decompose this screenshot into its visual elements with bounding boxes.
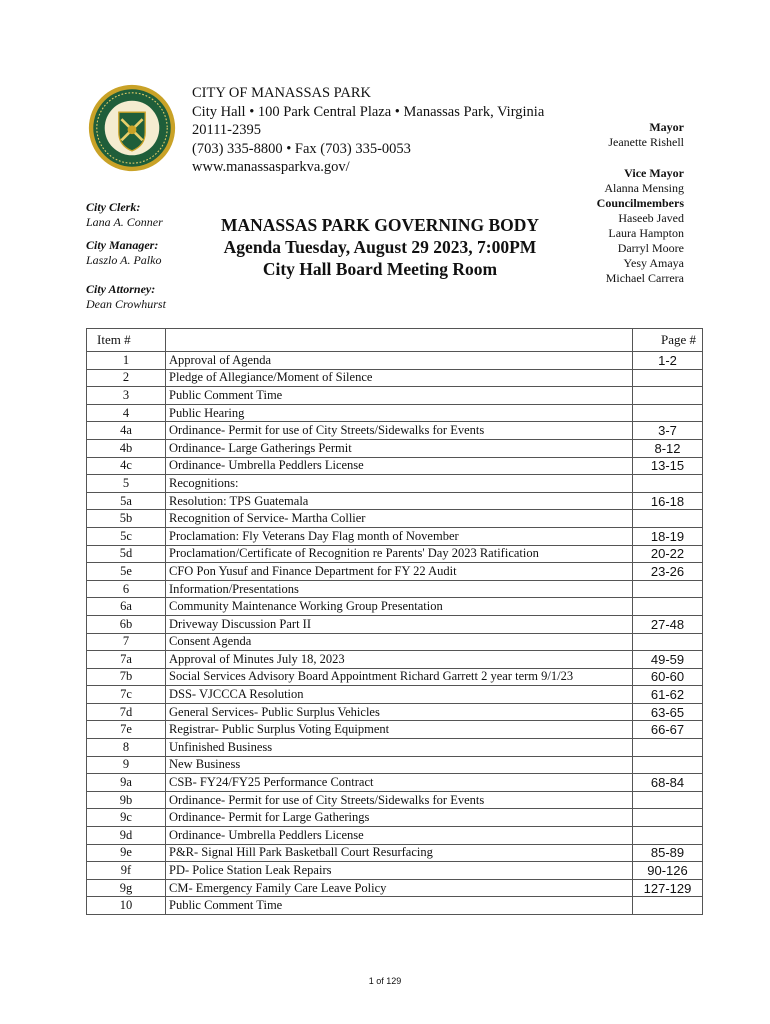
- item-number-cell: 5: [87, 475, 166, 493]
- appointed-officials: [86, 200, 166, 320]
- item-number-cell: 8: [87, 739, 166, 757]
- item-number-cell: 7c: [87, 686, 166, 704]
- item-number-cell: 6b: [87, 615, 166, 633]
- city-seal-logo: [88, 84, 176, 172]
- item-number-cell: 9f: [87, 862, 166, 880]
- item-description-cell: New Business: [166, 756, 633, 774]
- page-range-cell: [633, 598, 703, 616]
- councilmember: Michael Carrera: [605, 271, 684, 285]
- page-column-header: Page #: [633, 329, 703, 352]
- page-range-cell: 8-12: [633, 439, 703, 457]
- item-number-cell: 4a: [87, 422, 166, 440]
- address-line-1: City Hall • 100 Park Central Plaza • Manassas Park, Virginia: [192, 103, 545, 120]
- item-number-cell: 10: [87, 897, 166, 915]
- item-number-cell: 7: [87, 633, 166, 651]
- page-range-cell: [633, 756, 703, 774]
- councilmember: Laura Hampton: [608, 226, 684, 240]
- table-row: [87, 703, 703, 721]
- item-number-cell: 9g: [87, 879, 166, 897]
- page-range-cell: 85-89: [633, 844, 703, 862]
- table-row: [87, 668, 703, 686]
- item-description-cell: Unfinished Business: [166, 739, 633, 757]
- page-range-cell: 60-60: [633, 668, 703, 686]
- city-name: CITY OF MANASSAS PARK: [192, 85, 372, 101]
- item-number-cell: 7b: [87, 668, 166, 686]
- item-number-cell: 5c: [87, 527, 166, 545]
- city-attorney-label: City Attorney:: [86, 282, 156, 296]
- table-row: [87, 739, 703, 757]
- item-number-cell: 4c: [87, 457, 166, 475]
- page-range-cell: [633, 739, 703, 757]
- item-number-cell: 4b: [87, 439, 166, 457]
- item-description-cell: Ordinance- Permit for use of City Streets/Sidewalks for Events: [166, 422, 633, 440]
- page-range-cell: 3-7: [633, 422, 703, 440]
- table-row: [87, 633, 703, 651]
- item-number-cell: 5b: [87, 510, 166, 528]
- vice-mayor-name: Alanna Mensing: [604, 181, 684, 195]
- page-range-cell: 90-126: [633, 862, 703, 880]
- item-description-cell: Ordinance- Permit for Large Gatherings: [166, 809, 633, 827]
- item-description-cell: Social Services Advisory Board Appointment Richard Garrett 2 year term 9/1/23: [166, 668, 633, 686]
- page-range-cell: [633, 475, 703, 493]
- agenda-title: [210, 214, 550, 280]
- item-description-cell: Proclamation/Certificate of Recognition re Parents' Day 2023 Ratification: [166, 545, 633, 563]
- item-description-cell: General Services- Public Surplus Vehicles: [166, 703, 633, 721]
- page-range-cell: 68-84: [633, 774, 703, 792]
- table-row: [87, 545, 703, 563]
- item-column-header: Item #: [87, 329, 166, 352]
- item-number-cell: 6a: [87, 598, 166, 616]
- city-clerk-name: Lana A. Conner: [86, 215, 163, 229]
- item-number-cell: 6: [87, 580, 166, 598]
- item-description-cell: Approval of Agenda: [166, 352, 633, 370]
- item-description-cell: Consent Agenda: [166, 633, 633, 651]
- item-number-cell: 2: [87, 369, 166, 387]
- item-description-cell: Proclamation: Fly Veterans Day Flag month of November: [166, 527, 633, 545]
- website-link[interactable]: www.manassasparkva.gov/: [192, 159, 350, 175]
- title-line-1: MANASSAS PARK GOVERNING BODY: [220, 215, 540, 235]
- table-row: [87, 686, 703, 704]
- table-row: [87, 721, 703, 739]
- councilmembers-label: Councilmembers: [596, 196, 684, 210]
- table-row: [87, 422, 703, 440]
- mayor-name: Jeanette Rishell: [608, 135, 684, 149]
- table-row: [87, 809, 703, 827]
- item-description-cell: CM- Emergency Family Care Leave Policy: [166, 879, 633, 897]
- agenda-table: [86, 328, 703, 915]
- item-number-cell: 9b: [87, 791, 166, 809]
- item-description-cell: Public Hearing: [166, 404, 633, 422]
- table-row: [87, 897, 703, 915]
- page-range-cell: 63-65: [633, 703, 703, 721]
- city-attorney-name: Dean Crowhurst: [86, 297, 166, 311]
- agenda-rows: [87, 352, 703, 915]
- item-number-cell: 5a: [87, 492, 166, 510]
- item-description-cell: Recognition of Service- Martha Collier: [166, 510, 633, 528]
- item-description-cell: Recognitions:: [166, 475, 633, 493]
- page-range-cell: [633, 897, 703, 915]
- councilmember: Yesy Amaya: [623, 256, 684, 270]
- title-line-2: Agenda Tuesday, August 29 2023, 7:00PM: [223, 237, 537, 257]
- description-column-header: [166, 329, 633, 352]
- city-letterhead: [192, 84, 544, 177]
- councilmember: Haseeb Javed: [618, 211, 684, 225]
- item-description-cell: PD- Police Station Leak Repairs: [166, 862, 633, 880]
- table-row: [87, 651, 703, 669]
- page-range-cell: [633, 404, 703, 422]
- page-footer: 1 of 129: [368, 976, 402, 986]
- item-number-cell: 9e: [87, 844, 166, 862]
- item-description-cell: Ordinance- Large Gatherings Permit: [166, 439, 633, 457]
- table-row: [87, 439, 703, 457]
- table-row: [87, 510, 703, 528]
- table-row: [87, 827, 703, 845]
- page-range-cell: 66-67: [633, 721, 703, 739]
- table-row: [87, 844, 703, 862]
- elected-officials: [597, 120, 684, 286]
- table-row: [87, 492, 703, 510]
- item-description-cell: Driveway Discussion Part II: [166, 615, 633, 633]
- table-row: [87, 387, 703, 405]
- item-description-cell: Ordinance- Permit for use of City Streets/Sidewalks for Events: [166, 791, 633, 809]
- page-range-cell: 1-2: [633, 352, 703, 370]
- table-row: [87, 756, 703, 774]
- table-row: [87, 369, 703, 387]
- table-row: [87, 580, 703, 598]
- table-row: [87, 352, 703, 370]
- item-number-cell: 9: [87, 756, 166, 774]
- page-range-cell: [633, 827, 703, 845]
- page-range-cell: 49-59: [633, 651, 703, 669]
- item-description-cell: Ordinance- Umbrella Peddlers License: [166, 827, 633, 845]
- item-number-cell: 5d: [87, 545, 166, 563]
- item-description-cell: Community Maintenance Working Group Presentation: [166, 598, 633, 616]
- page-range-cell: [633, 633, 703, 651]
- phone-fax: (703) 335-8800 • Fax (703) 335-0053: [192, 140, 411, 157]
- table-row: [87, 879, 703, 897]
- item-description-cell: Resolution: TPS Guatemala: [166, 492, 633, 510]
- title-line-3: City Hall Board Meeting Room: [262, 259, 498, 279]
- councilmember: Darryl Moore: [617, 241, 684, 255]
- page-range-cell: [633, 387, 703, 405]
- item-description-cell: Ordinance- Umbrella Peddlers License: [166, 457, 633, 475]
- page-range-cell: 61-62: [633, 686, 703, 704]
- page-range-cell: [633, 369, 703, 387]
- page-range-cell: 16-18: [633, 492, 703, 510]
- item-number-cell: 9c: [87, 809, 166, 827]
- item-description-cell: Information/Presentations: [166, 580, 633, 598]
- table-row: [87, 475, 703, 493]
- page-range-cell: 27-48: [633, 615, 703, 633]
- mayor-label: Mayor: [649, 120, 684, 134]
- item-number-cell: 5e: [87, 563, 166, 581]
- item-description-cell: Public Comment Time: [166, 387, 633, 405]
- table-row: [87, 598, 703, 616]
- item-number-cell: 9d: [87, 827, 166, 845]
- table-row: [87, 527, 703, 545]
- address-line-2: 20111-2395: [192, 122, 262, 138]
- table-row: [87, 791, 703, 809]
- page-range-cell: 18-19: [633, 527, 703, 545]
- page-range-cell: 13-15: [633, 457, 703, 475]
- item-number-cell: 4: [87, 404, 166, 422]
- table-row: [87, 457, 703, 475]
- page-range-cell: [633, 510, 703, 528]
- vice-mayor-label: Vice Mayor: [624, 166, 684, 180]
- page-range-cell: 23-26: [633, 563, 703, 581]
- item-number-cell: 7d: [87, 703, 166, 721]
- item-description-cell: Public Comment Time: [166, 897, 633, 915]
- city-clerk-label: City Clerk:: [86, 200, 141, 214]
- city-manager-name: Laszlo A. Palko: [86, 253, 162, 267]
- item-description-cell: Approval of Minutes July 18, 2023: [166, 651, 633, 669]
- page-range-cell: 20-22: [633, 545, 703, 563]
- table-row: [87, 862, 703, 880]
- item-number-cell: 1: [87, 352, 166, 370]
- table-row: [87, 774, 703, 792]
- item-description-cell: CFO Pon Yusuf and Finance Department for FY 22 Audit: [166, 563, 633, 581]
- item-number-cell: 7e: [87, 721, 166, 739]
- item-description-cell: P&R- Signal Hill Park Basketball Court Resurfacing: [166, 844, 633, 862]
- item-number-cell: 9a: [87, 774, 166, 792]
- table-row: [87, 563, 703, 581]
- page-range-cell: [633, 809, 703, 827]
- item-description-cell: Pledge of Allegiance/Moment of Silence: [166, 369, 633, 387]
- item-description-cell: Registrar- Public Surplus Voting Equipment: [166, 721, 633, 739]
- item-description-cell: CSB- FY24/FY25 Performance Contract: [166, 774, 633, 792]
- table-row: [87, 404, 703, 422]
- page-range-cell: 127-129: [633, 879, 703, 897]
- item-number-cell: 3: [87, 387, 166, 405]
- table-row: [87, 615, 703, 633]
- city-manager-label: City Manager:: [86, 238, 159, 252]
- page-range-cell: [633, 791, 703, 809]
- item-number-cell: 7a: [87, 651, 166, 669]
- item-description-cell: DSS- VJCCCA Resolution: [166, 686, 633, 704]
- page-range-cell: [633, 580, 703, 598]
